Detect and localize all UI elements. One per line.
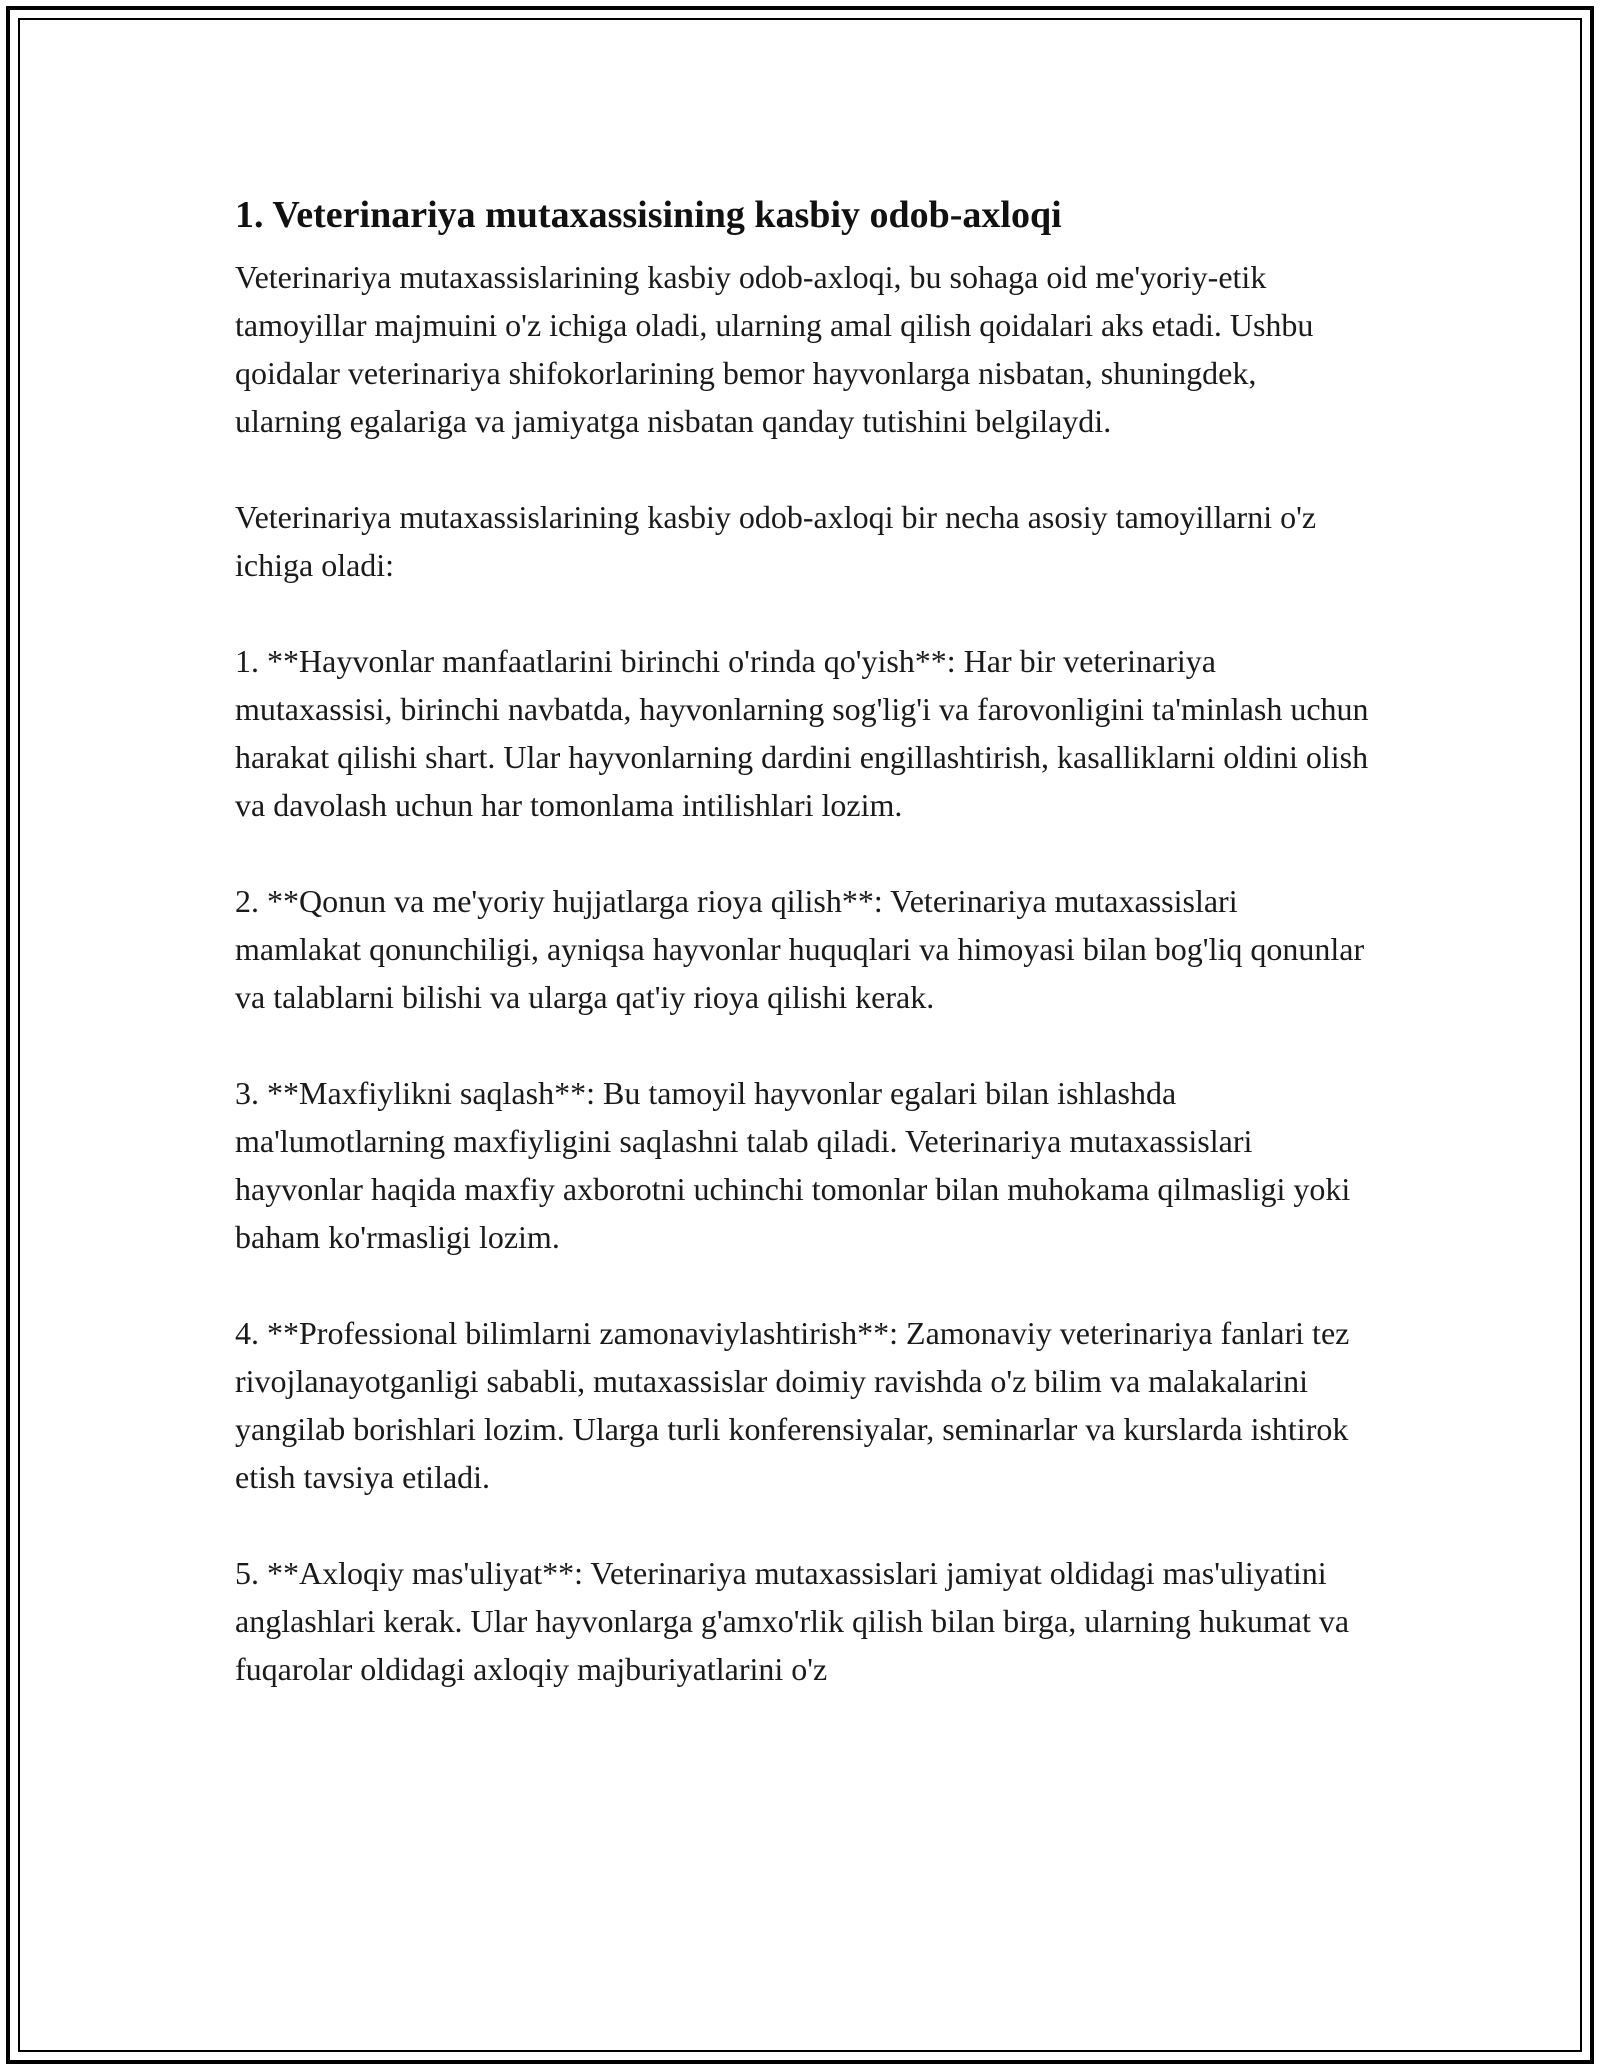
document-title: 1. Veterinariya mutaxassisining kasbiy odob-axloqi <box>235 194 1062 236</box>
document-body <box>235 185 1370 1693</box>
paragraph-principle-2: 2. **Qonun va me'yoriy hujjatlarga rioya qilish**: Veterinariya mutaxassislari mamlakat qonunchiligi, ayniqsa hayvonlar huquqlari va himoyasi bilan bog'liq qonunlar va talablarni bilishi va ularga qat'iy rioya qilishi kerak. <box>235 883 1365 1015</box>
paragraph-principle-3: 3. **Maxfiylikni saqlash**: Bu tamoyil hayvonlar egalari bilan ishlashda ma'lumotlarning maxfiyligini saqlashni talab qiladi. Veterinariya mutaxassislari hayvonlar haqida maxfiy axborotni uchinchi tomonlar bilan muhokama qilmasligi yoki baham ko'rmasligi lozim. <box>235 1075 1351 1255</box>
paragraph-principles-lead: Veterinariya mutaxassislarining kasbiy odob-axloqi bir necha asosiy tamoyillarni o'z ichiga oladi: <box>235 499 1317 583</box>
paragraph-principle-1: 1. **Hayvonlar manfaatlarini birinchi o'rinda qo'yish**: Har bir veterinariya mutaxassisi, birinchi navbatda, hayvonlarning sog'lig'i va farovonligini ta'minlash uchun harakat qilishi shart. Ular hayvonlarning dardini engillashtirish, kasalliklarni oldini olish va davolash uchun har tomonlama intilishlari lozim. <box>235 643 1369 823</box>
paragraph-intro: Veterinariya mutaxassislarining kasbiy odob-axloqi, bu sohaga oid me'yoriy-etik tamoyillar majmuini o'z ichiga oladi, ularning amal qilish qoidalari aks etadi. Ushbu qoidalar veterinariya shifokorlarining bemor hayvonlarga nisbatan, shuningdek, ularning egalariga va jamiyatga nisbatan qanday tutishini belgilaydi. <box>235 259 1314 439</box>
paragraph-principle-4: 4. **Professional bilimlarni zamonaviylashtirish**: Zamonaviy veterinariya fanlari tez rivojlanayotganligi sababli, mutaxassislar doimiy ravishda o'z bilim va malakalarini yangilab borishlari lozim. Ularga turli konferensiyalar, seminarlar va kurslarda ishtirok etish tavsiya etiladi. <box>235 1315 1350 1495</box>
paragraph-principle-5: 5. **Axloqiy mas'uliyat**: Veterinariya mutaxassislari jamiyat oldidagi mas'uliyatini anglashlari kerak. Ular hayvonlarga g'amxo'rlik qilish bilan birga, ularning hukumat va fuqarolar oldidagi axloqiy majburiyatlarini o'z <box>235 1555 1350 1687</box>
